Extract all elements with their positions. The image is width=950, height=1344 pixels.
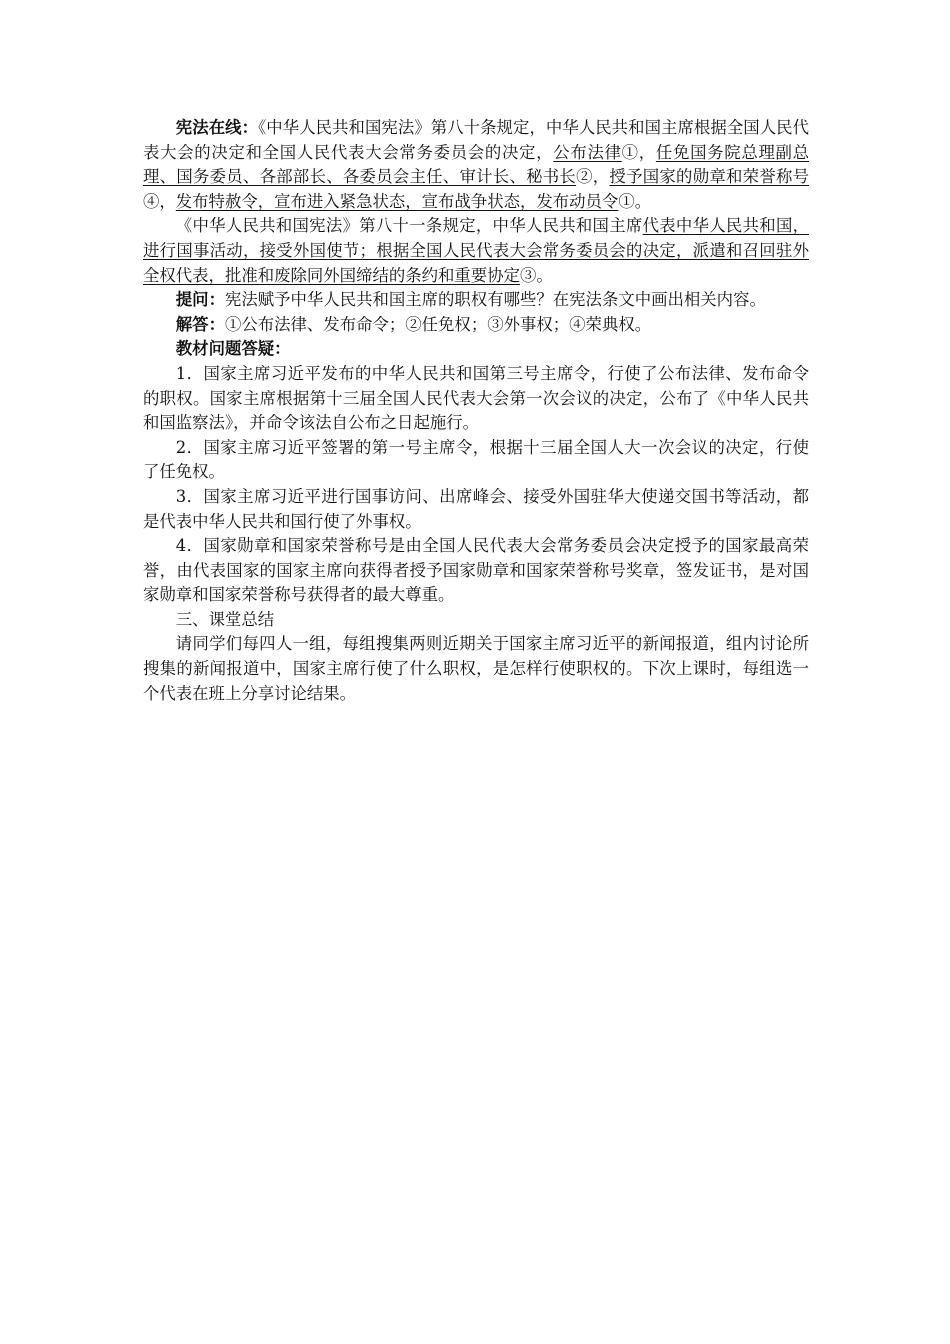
article-81-text: 《中华人民共和国宪法》第八十一条规定，中华人民共和国主席 [175,216,643,236]
answer-paragraph [143,313,809,338]
question-paragraph [143,288,809,313]
question-label: 提问： [175,290,225,310]
constitution-article-81 [143,214,809,288]
marker-2: ②， [576,167,610,187]
qa-item-4: 4．国家勋章和国家荣誉称号是由全国人民代表大会常务委员会决定授予的国家最高荣誉，由代表国家的国家主席向获得者授予国家勋章和国家荣誉称号奖章，签发证书，是对国家勋章和国家荣誉称号获得者的最大尊重。 [143,536,809,605]
underlined-foreign-affairs-power: 代表中华人民共和国，进行国事活动，接受外国使节；根据全国人民代表大会常务委员会的决定，派遣和召回驻外全权代表，批准和废除同外国缔结的条约和重要协定 [143,216,810,285]
underlined-publish-laws: 公布法律 [553,142,622,162]
textbook-qa-heading: 教材问题答疑： [175,339,291,359]
constitution-online-label: 宪法在线： [175,118,259,137]
marker-1: ①， [621,142,656,162]
qa-item-1: 1．国家主席习近平发布的中华人民共和国第三号主席令，行使了公布法律、发布命令的职权。国家主席根据第十三届全国人民代表大会第一次会议的决定，公布了《中华人民共和国监察法》，并命令该法自公布之日起施行。 [143,363,809,433]
summary-text: 请同学们每四人一组，每组搜集两则近期关于国家主席习近平的新闻报道，组内讨论所搜集的新闻报道中，国家主席行使了什么职权，是怎样行使职权的。下次上课时，每组选一个代表在班上分享讨论结果。 [143,634,809,703]
underlined-orders-power: 发布特赦令，宣布进入紧急状态，宣布战争状态，发布动员令 [175,191,619,211]
marker-3: ③。 [519,265,553,285]
marker-1-end: ①。 [618,191,652,211]
marker-4: ④， [143,191,176,211]
underlined-appointment-power: 任免国务院总理副总理、国务委员、各部部长、各委员会主任、审计长、秘书长 [143,142,810,187]
qa-item-2: 2．国家主席习近平签署的第一号主席令，根据十三届全国人大一次会议的决定，行使了任免权。 [143,437,809,482]
question-text: 宪法赋予中华人民共和国主席的职权有哪些？在宪法条文中画出相关内容。 [224,290,766,310]
qa-item-3: 3．国家主席习近平进行国事访问、出席峰会、接受外国驻华大使递交国书等活动，都是代表中华人民共和国行使了外事权。 [143,486,809,531]
answer-label: 解答： [175,314,225,334]
article-80-text: 《中华人民共和国宪法》第八十条规定，中华人民共和国主席根据全国人民代表大会的决定和全国人民代表大会常务委员会的决定， [143,118,809,162]
document-page [143,116,809,706]
answer-text: ①公布法律、发布命令；②任免权；③外事权；④荣典权。 [224,314,652,334]
constitution-article-80 [143,116,809,214]
underlined-honors-power: 授予国家的勋章和荣誉称号 [609,167,810,187]
summary-heading: 三、课堂总结 [175,609,275,629]
